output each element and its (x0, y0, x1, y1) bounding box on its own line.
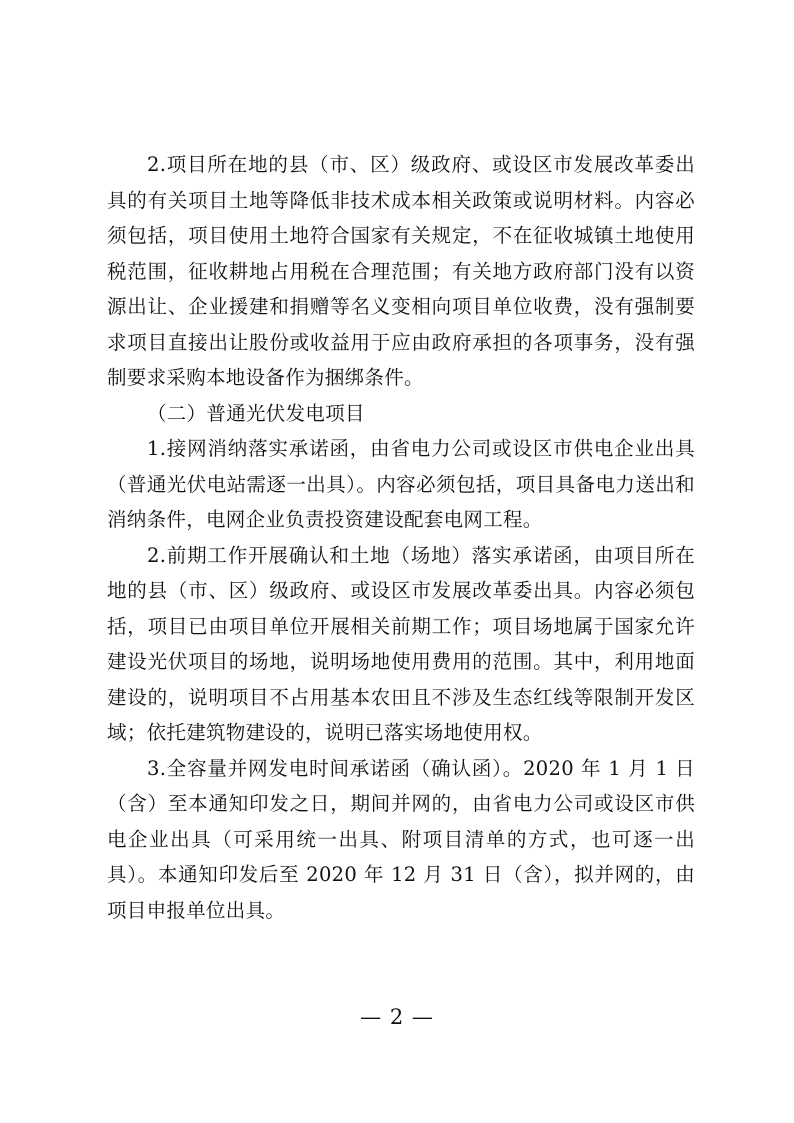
paragraph-preliminary-work-land-commitment: 2.前期工作开展确认和土地（场地）落实承诺函，由项目所在地的县（市、区）级政府、或设区市发展改革委出具。内容必须包括，项目已由项目单位开展相关前期工作；项目场地属于国家允许建设光伏项目的场地，说明场地使用费用的范围。其中，利用地面建设的，说明项目不占用基本农田且不涉及生态红线等限制开发区域；依托建筑物建设的，说明已落实场地使用权。 (107, 543, 695, 744)
section-heading-ordinary-pv: （二）普通光伏发电项目 (147, 401, 365, 425)
paragraph-grid-connection-commitment: 1.接网消纳落实承诺函，由省电力公司或设区市供电企业出具（普通光伏电站需逐一出具）。内容必须包括，项目具备电力送出和消纳条件，电网企业负责投资建设配套电网工程。 (107, 437, 695, 531)
document-body (107, 147, 695, 928)
paragraph-land-policy-materials: 2.项目所在地的县（市、区）级政府、或设区市发展改革委出具的有关项目土地等降低非技术成本相关政策或说明材料。内容必须包括，项目使用土地符合国家有关规定，不在征收城镇土地使用税范围，征收耕地占用税在合理范围；有关地方政府部门没有以资源出让、企业援建和捐赠等名义变相向项目单位收费，没有强制要求项目直接出让股份或收益用于应由政府承担的各项事务，没有强制要求采购本地设备作为捆绑条件。 (107, 153, 695, 389)
page-number: — 2 — (360, 1005, 434, 1029)
paragraph-grid-connection-time-commitment: 3.全容量并网发电时间承诺函（确认函）。2020 年 1 月 1 日（含）至本通知印发之日，期间并网的，由省电力公司或设区市供电企业出具（可采用统一出具、附项目清单的方式，也可逐一出具）。本通知印发后至 2020 年 12 月 31 日（含），拟并网的，由项目申报单位出具。 (107, 756, 695, 922)
